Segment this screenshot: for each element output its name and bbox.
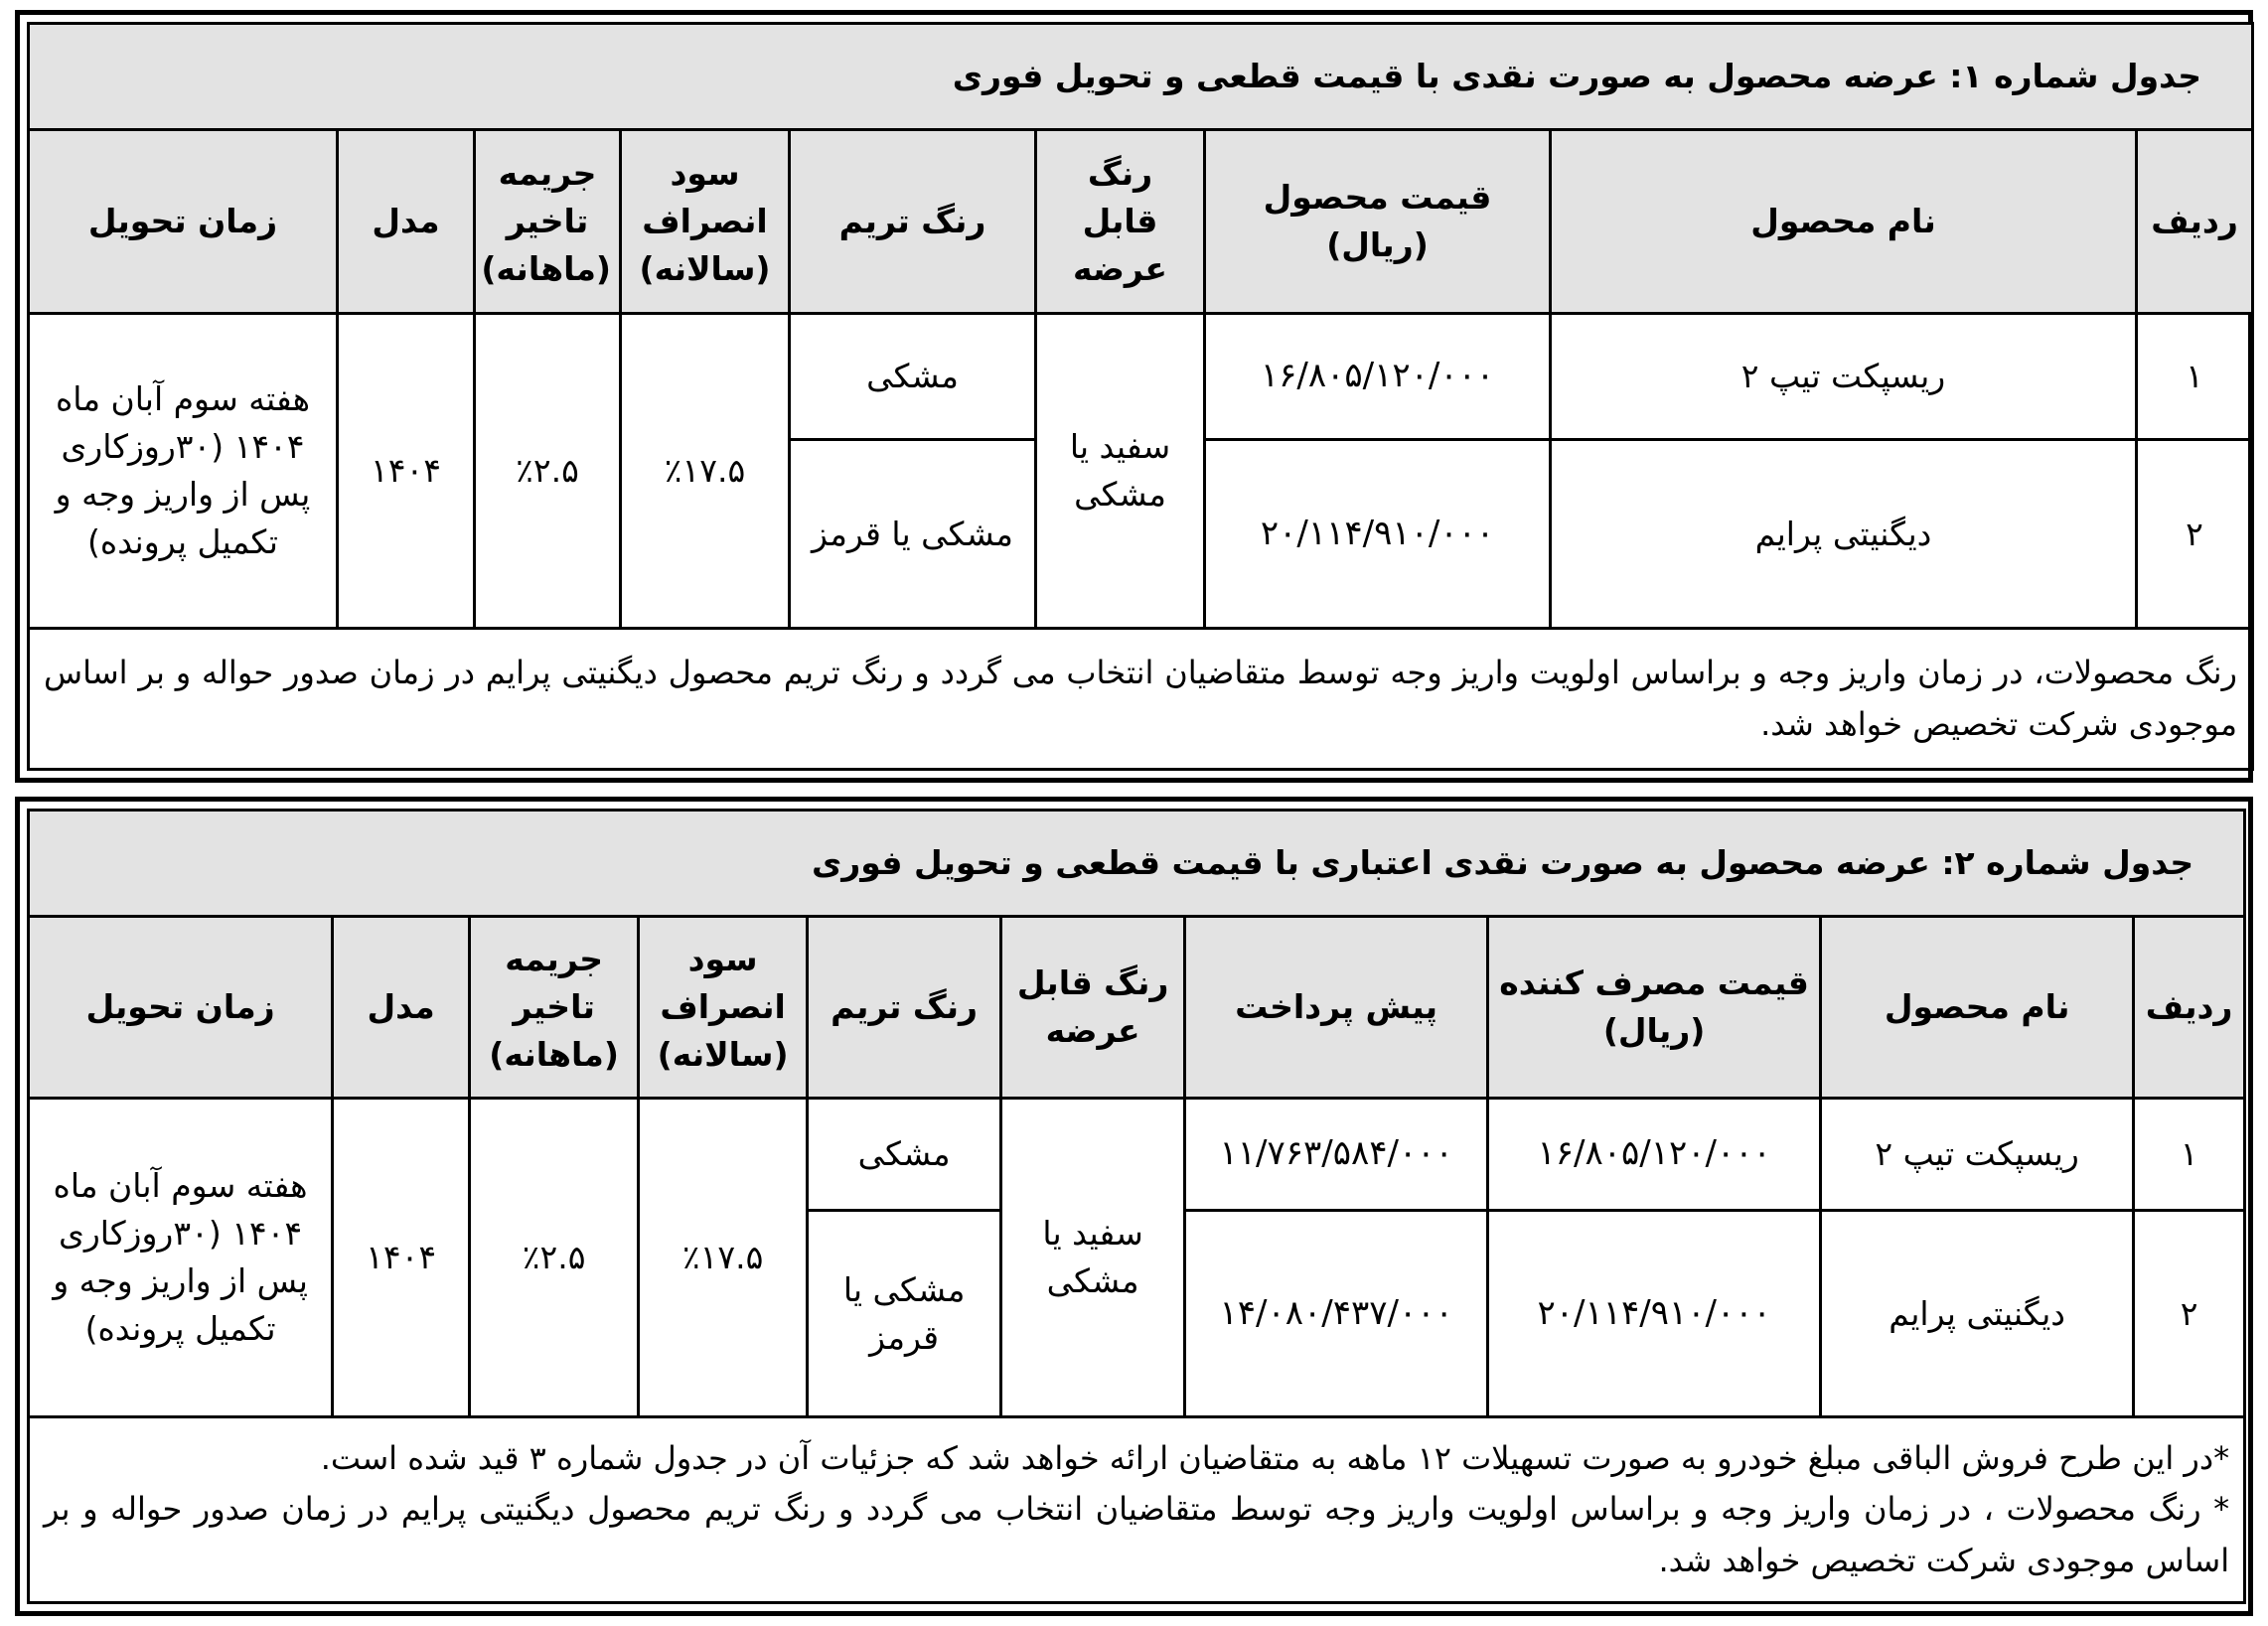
row-number: ۲ [2134,1211,2245,1417]
row-number: ۱ [2137,314,2253,440]
table1-title: جدول شماره ۱: عرضه محصول به صورت نقدی با قیمت قطعی و تحویل فوری [29,24,2253,130]
model-year: ۱۴۰۴ [333,1099,470,1417]
table1-note: رنگ محصولات، در زمان واریز وجه و براساس اولویت واریز وجه توسط متقاضیان انتخاب می گردد و رنگ تریم محصول دیگنیتی پرایم در زمان صدور حواله و بر اساس موجودی شرکت تخصیص خواهد شد. [29,629,2253,770]
table2-header-delivery: زمان تحویل [29,917,333,1099]
table1-header-price: قیمت محصول (ریال) [1205,130,1551,314]
delay-penalty: ٪۲.۵ [470,1099,639,1417]
table1-header-row: ردیف [2137,130,2253,314]
table1-header-trim: رنگ تریم [790,130,1036,314]
table2-notes [29,1417,2245,1603]
table2-header-prepay: پیش پرداخت [1185,917,1488,1099]
prepayment: ۱۴/۰۸۰/۴۳۷/۰۰۰ [1185,1211,1488,1417]
table2-header-profit: سود انصراف (سالانه) [639,917,808,1099]
table1-frame [15,10,2253,783]
consumer-price: ۱۶/۸۰۵/۱۲۰/۰۰۰ [1488,1099,1821,1211]
table2 [27,809,2246,1604]
delivery-time: هفته سوم آبان ماه ۱۴۰۴ (۳۰روزکاری پس از واریز وجه و تکمیل پرونده) [29,314,338,629]
table2-header-model: مدل [333,917,470,1099]
table1 [27,22,2254,771]
table2-header-row: ردیف [2134,917,2245,1099]
table-row [29,314,2253,440]
table1-header-penalty: جریمه تاخیر (ماهانه) [475,130,621,314]
cancellation-profit: ٪۱۷.۵ [621,314,790,629]
table1-header-color: رنگ قابل عرضه [1036,130,1205,314]
table-row [29,1099,2245,1211]
product-name: ریسپکت تیپ ۲ [1551,314,2137,440]
product-name: دیگنیتی پرایم [1551,440,2137,629]
product-price: ۱۶/۸۰۵/۱۲۰/۰۰۰ [1205,314,1551,440]
table1-header-delivery: زمان تحویل [29,130,338,314]
table1-header-name: نام محصول [1551,130,2137,314]
table2-header-penalty: جریمه تاخیر (ماهانه) [470,917,639,1099]
table2-frame [15,797,2253,1616]
trim-color: مشکی یا قرمز [808,1211,1001,1417]
table2-header-name: نام محصول [1821,917,2134,1099]
delivery-time: هفته سوم آبان ماه ۱۴۰۴ (۳۰روزکاری پس از واریز وجه و تکمیل پرونده) [29,1099,333,1417]
table2-note-1: *در این طرح فروش الباقی مبلغ خودرو به صورت تسهیلات ۱۲ ماهه به متقاضیان ارائه خواهد شد که جزئیات آن در جدول شماره ۳ قید شده است. [320,1439,2230,1478]
prepayment: ۱۱/۷۶۳/۵۸۴/۰۰۰ [1185,1099,1488,1211]
trim-color: مشکی یا قرمز [790,440,1036,629]
table1-header-model: مدل [338,130,475,314]
available-color: سفید یا مشکی [1036,314,1205,629]
product-name: دیگنیتی پرایم [1821,1211,2134,1417]
consumer-price: ۲۰/۱۱۴/۹۱۰/۰۰۰ [1488,1211,1821,1417]
model-year: ۱۴۰۴ [338,314,475,629]
trim-color: مشکی [808,1099,1001,1211]
table2-note-2: * رنگ محصولات ، در زمان واریز وجه و براساس اولویت واریز وجه توسط متقاضیان انتخاب می گردد و رنگ تریم محصول دیگنیتی پرایم در زمان صدور حواله و بر اساس موجودی شرکت تخصیص خواهد شد. [44,1490,2230,1579]
available-color: سفید یا مشکی [1001,1099,1185,1417]
product-name: ریسپکت تیپ ۲ [1821,1099,2134,1211]
delay-penalty: ٪۲.۵ [475,314,621,629]
cancellation-profit: ٪۱۷.۵ [639,1099,808,1417]
table2-header-color: رنگ قابل عرضه [1001,917,1185,1099]
row-number: ۲ [2137,440,2253,629]
table1-header-profit: سود انصراف (سالانه) [621,130,790,314]
product-price: ۲۰/۱۱۴/۹۱۰/۰۰۰ [1205,440,1551,629]
trim-color: مشکی [790,314,1036,440]
table2-header-price: قیمت مصرف کننده (ریال) [1488,917,1821,1099]
row-number: ۱ [2134,1099,2245,1211]
table2-title: جدول شماره ۲: عرضه محصول به صورت نقدی اعتباری با قیمت قطعی و تحویل فوری [29,811,2245,917]
table2-header-trim: رنگ تریم [808,917,1001,1099]
